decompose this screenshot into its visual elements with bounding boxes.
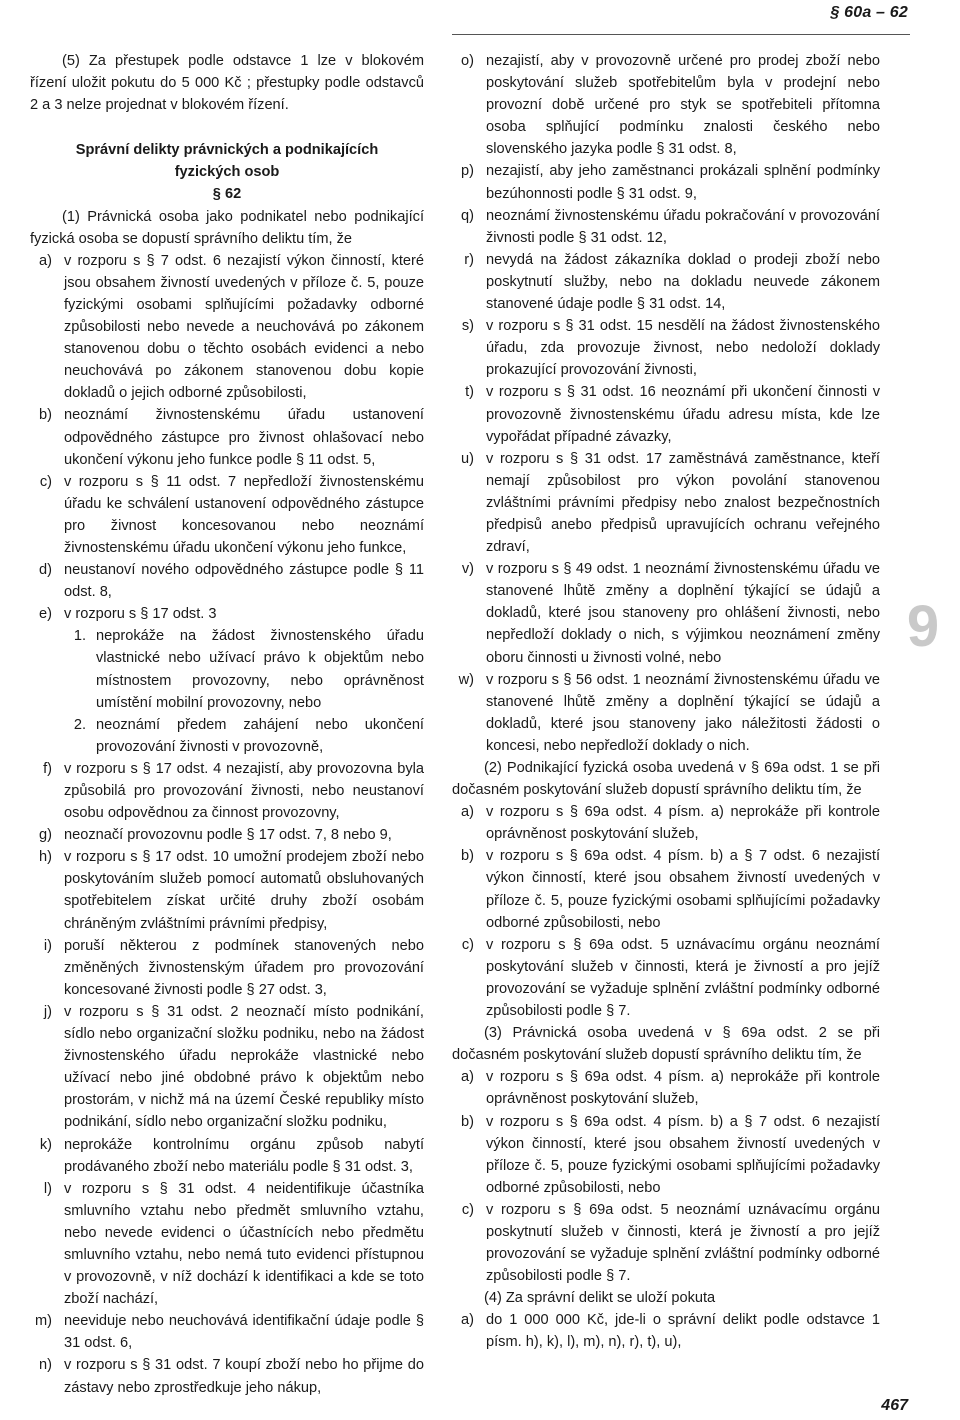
paragraph-3: (3) Právnická osoba uvedená v § 69a odst. 2 se při dočasném poskytování služeb dopustí správního deliktu tím, že	[452, 1025, 880, 1064]
list-subitem	[30, 714, 424, 758]
list-item	[30, 250, 424, 405]
list-item	[30, 1354, 424, 1398]
item-label: t)	[465, 384, 474, 401]
list-item	[452, 1111, 880, 1199]
item-label: e)	[39, 606, 52, 623]
item-text: v rozporu s § 7 odst. 6 nezajistí výkon činností, které jsou obsahem živností uvedených v příloze č. 5, pouze fyzickými osobami splňujícími požadavky odborné způsobilosti nebo nevede a neuchovává po zákonem stanovenou dobu o těchto osobách evidenci a nebo neuchovává po zákonem stanovenou dobu kopie dokladů o jejich odborné způsobilosti,	[64, 252, 424, 402]
items-list-2	[452, 801, 880, 1022]
subitem-text: neprokáže na žádost živnostenského úřadu vlastnické nebo užívací právo k objektům nebo místnostem provozovny, nebo oprávněnost umístění mobilní provozovny, nebo	[96, 628, 424, 711]
paragraph-1: (1) Právnická osoba jako podnikatel nebo podnikající fyzická osoba se dopustí správního deliktu tím, že	[30, 208, 424, 247]
items-list-4	[452, 1309, 880, 1353]
subitem-label: 1.	[73, 628, 86, 645]
list-item	[30, 1178, 424, 1311]
item-label: j)	[43, 1003, 52, 1020]
header-rule	[452, 34, 910, 35]
list-subitem	[30, 625, 424, 713]
item-text: poruší některou z podmínek stanovených nebo změněných živnostenským úřadem pro provozování koncesované živnosti podle § 27 odst. 3,	[64, 937, 424, 998]
items-list-continued	[452, 50, 880, 757]
item-label: m)	[34, 1313, 52, 1330]
list-item	[30, 846, 424, 934]
item-label: b)	[461, 848, 474, 865]
list-item	[452, 558, 880, 668]
items-list-1	[30, 250, 424, 1399]
item-text: v rozporu s § 11 odst. 7 nepředloží živnostenskému úřadu ke schválení ustanovení odpovědného zástupce pro živnost koncesovanou nebo neoznámí živnostenskému úřadu ukončení výkonu jeho funkce,	[64, 473, 424, 556]
item-label: a)	[461, 1312, 474, 1329]
item-label: r)	[464, 251, 474, 268]
paragraph-5: (5) Za přestupek podle odstavce 1 lze v blokovém řízení uložit pokutu do 5 000 Kč ; přestupky podle odstavců 2 a 3 nelze projednat v blokovém řízení.	[30, 53, 424, 114]
list-item	[30, 1001, 424, 1134]
item-label: q)	[461, 207, 474, 224]
item-text: v rozporu s § 17 odst. 4 nezajistí, aby provozovna byla způsobilá pro provozování živnosti, nebo neustanoví osobu odpovědnou za činnost provozovny,	[64, 760, 424, 822]
item-text: v rozporu s § 56 odst. 1 neoznámí živnostenskému úřadu ve stanovené lhůtě změny a doplnění týkající se údajů a dokladů, které jsou stanoveny jako náležitosti žádosti o koncesi, nebo nepředloží doklady o nich.	[486, 671, 880, 754]
item-text: neprokáže kontrolnímu orgánu způsob nabytí prodávaného zboží nebo materiálu podle § 31 odst. 3,	[64, 1136, 424, 1175]
item-label: a)	[461, 1069, 474, 1086]
item-label: k)	[39, 1136, 52, 1153]
subitem-label: 2.	[73, 716, 86, 733]
list-item	[452, 50, 880, 160]
item-text: v rozporu s § 31 odst. 7 koupí zboží nebo ho přijme do zástavy nebo zprostředkuje jeho nákup,	[64, 1357, 424, 1396]
list-item	[30, 824, 424, 846]
list-item	[30, 758, 424, 824]
item-label: h)	[39, 849, 52, 866]
list-item	[452, 315, 880, 381]
list-item	[452, 1199, 880, 1287]
item-label: a)	[39, 252, 52, 269]
subitem-text: neoznámí předem zahájení nebo ukončení provozování živnosti v provozovně,	[96, 716, 424, 755]
list-item	[452, 669, 880, 757]
item-text: v rozporu s § 69a odst. 5 uznávacímu orgánu neoznámí poskytování služeb v činnosti, která je živností a pro jejíž provozování se vyžaduje splnění zvláštní podmínky odborné způsobilosti podle § 7.	[486, 936, 880, 1020]
item-text: v rozporu s § 31 odst. 15 nesdělí na žádost živnostenského úřadu, zda provozuje živnost, nebo nedoloží doklady prokazující provozování živnosti,	[486, 318, 880, 379]
item-text: v rozporu s § 69a odst. 4 písm. b) a § 7 odst. 6 nezajistí výkon činností, které jsou obsahem živností uvedených v příloze č. 5, pouze fyzickými osobami splňujícími požadavky odborné způsobilosti, nebo	[486, 1113, 880, 1196]
paragraph-2: (2) Podnikající fyzická osoba uvedená v § 69a odst. 1 se při dočasném poskytování služeb dopustí správního deliktu tím, že	[452, 760, 880, 799]
item-label: a)	[461, 804, 474, 821]
list-item	[452, 160, 880, 204]
item-text: v rozporu s § 69a odst. 4 písm. a) neprokáže při kontrole oprávněnost poskytování služeb,	[486, 804, 880, 843]
paragraph-4: (4) Za správní delikt se uloží pokuta	[484, 1290, 716, 1307]
item-label: l)	[43, 1180, 52, 1197]
item-label: b)	[39, 407, 52, 424]
item-text: v rozporu s § 49 odst. 1 neoznámí živnostenskému úřadu ve stanovené lhůtě změny a doplnění týkající se údajů a dokladů, které jsou stanoveny pro ohlášení živnosti, nebo nepředloží doklady o nich, s výjimkou neoznámení změny oboru činnosti u živnosti volné, nebo	[486, 561, 880, 666]
item-label: n)	[39, 1357, 52, 1374]
list-item	[452, 845, 880, 933]
item-text: neoznámí živnostenskému úřadu ustanovení odpovědného zástupce pro živnost ohlašovací nebo ukončení výkonu jeho funkce podle § 11 odst. 5,	[64, 407, 424, 468]
item-text: neustanoví nového odpovědného zástupce podle § 11 odst. 8,	[64, 562, 424, 601]
item-label: d)	[39, 562, 52, 579]
item-text: v rozporu s § 17 odst. 3	[64, 606, 217, 623]
item-label: p)	[461, 163, 474, 180]
list-item	[452, 448, 880, 558]
chapter-tab-number: 9	[906, 594, 940, 659]
item-label: c)	[39, 473, 52, 490]
list-item	[30, 471, 424, 559]
item-text: v rozporu s § 69a odst. 5 neoznámí uznávacímu orgánu poskytnutí služeb v činnosti, která je živností a pro jejíž provozování se vyžaduje splnění zvláštní podmínky odborné způsobilosti podle § 7.	[486, 1201, 880, 1285]
item-text: v rozporu s § 31 odst. 4 neidentifikuje účastníka smluvního vztahu nebo předmět smluvního vztahu, nebo nevede evidenci o účastnících nebo předmětu smluvního vztahu, nebo nemá tuto evidenci přístupnou v provozovně, v níž dochází k identifikaci a kde se toto zboží nachází,	[64, 1180, 424, 1308]
item-label: b)	[461, 1113, 474, 1130]
item-label: i)	[43, 937, 52, 954]
item-text: nezajistí, aby v provozovně určené pro prodej zboží nebo poskytování služeb spotřebitelům byla v prodejní nebo provozní době určené pro styk se spotřebiteli přítomna osoba splňující podmínku znalosti českého nebo slovenského jazyka podle § 31 odst. 8,	[486, 53, 880, 158]
item-label: c)	[461, 1201, 474, 1218]
list-item	[30, 404, 424, 470]
item-text: v rozporu s § 69a odst. 4 písm. a) neprokáže při kontrole oprávněnost poskytování služeb,	[486, 1069, 880, 1108]
item-label: s)	[461, 318, 474, 335]
list-item	[30, 559, 424, 603]
item-text: v rozporu s § 31 odst. 16 neoznámí při ukončení činnosti v provozovně živnostenskému úřadu adresu místa, kde lze vypořádat případné závazky,	[486, 384, 880, 445]
running-head: § 60a – 62	[830, 4, 908, 21]
list-item	[30, 1310, 424, 1354]
section-heading	[30, 139, 424, 205]
item-label: c)	[461, 936, 474, 953]
item-label: o)	[461, 53, 474, 69]
item-text: neoznačí provozovnu podle § 17 odst. 7, 8 nebo 9,	[64, 827, 392, 844]
heading-line-1: Správní delikty právnických a podnikajících	[75, 142, 379, 159]
item-text: v rozporu s § 17 odst. 10 umožní prodejem zboží nebo poskytováním služeb pomocí automatů obsluhovaných spotřebitelem získat určité druhy zboží osobám chráněným zvláštními právními předpisy,	[64, 849, 424, 932]
item-label: w)	[458, 671, 474, 688]
items-list-3	[452, 1066, 880, 1287]
list-item	[452, 249, 880, 315]
list-item	[452, 1066, 880, 1110]
item-text: v rozporu s § 31 odst. 17 zaměstnává zaměstnance, kteří nemají způsobilost pro výkon povolání stanovenou zvláštními právními předpisy nebo znalost bezpečnostních předpisů anebo předpisů upravujících ochranu veřejného zdraví,	[486, 450, 880, 556]
heading-line-2: fyzických osob	[174, 164, 280, 181]
list-item	[452, 801, 880, 845]
item-text: nevydá na žádost zákazníka doklad o prodeji zboží nebo poskytnutí služby, nebo na dokladu neuvede zákonem stanovené údaje podle § 31 odst. 14,	[486, 251, 880, 313]
item-label: v)	[461, 561, 474, 578]
item-label: g)	[39, 827, 52, 844]
item-label: f)	[43, 760, 52, 777]
left-column	[30, 50, 424, 1399]
item-text: nezajistí, aby jeho zaměstnanci prokázali splnění podmínky bezúhonnosti podle § 31 odst. 9,	[486, 163, 880, 202]
item-text: v rozporu s § 69a odst. 4 písm. b) a § 7 odst. 6 nezajistí výkon činností, které jsou obsahem živností uvedených v příloze č. 5, pouze fyzickými osobami splňujícími požadavky odborné způsobilosti, nebo	[486, 848, 880, 931]
item-text: do 1 000 000 Kč, jde-li o správní delikt podle odstavce 1 písm. h), k), l), m), n), r), t), u),	[486, 1312, 880, 1351]
list-item	[452, 1309, 880, 1353]
section-number: § 62	[212, 186, 242, 203]
list-item	[452, 934, 880, 1022]
right-column	[452, 50, 880, 1354]
item-label: u)	[461, 450, 474, 467]
list-item	[30, 603, 424, 625]
item-text: neeviduje nebo neuchovává identifikační údaje podle § 31 odst. 6,	[64, 1313, 424, 1352]
page-number: 467	[881, 1397, 908, 1414]
list-item	[30, 1134, 424, 1178]
item-text: neoznámí živnostenskému úřadu pokračování v provozování živnosti podle § 31 odst. 12,	[486, 207, 880, 246]
item-text: v rozporu s § 31 odst. 2 neoznačí místo podnikání, sídlo nebo organizační složku podniku, nebo na žádost živnostenského úřadu neprokáže vlastnické nebo užívací nebo jiné obdobné právo k objektům nebo prostorám, v nichž má na území České republiky místo podnikání, sídlo nebo organizační složku podniku,	[64, 1003, 424, 1131]
list-item	[452, 205, 880, 249]
list-item	[452, 381, 880, 447]
list-item	[30, 935, 424, 1001]
